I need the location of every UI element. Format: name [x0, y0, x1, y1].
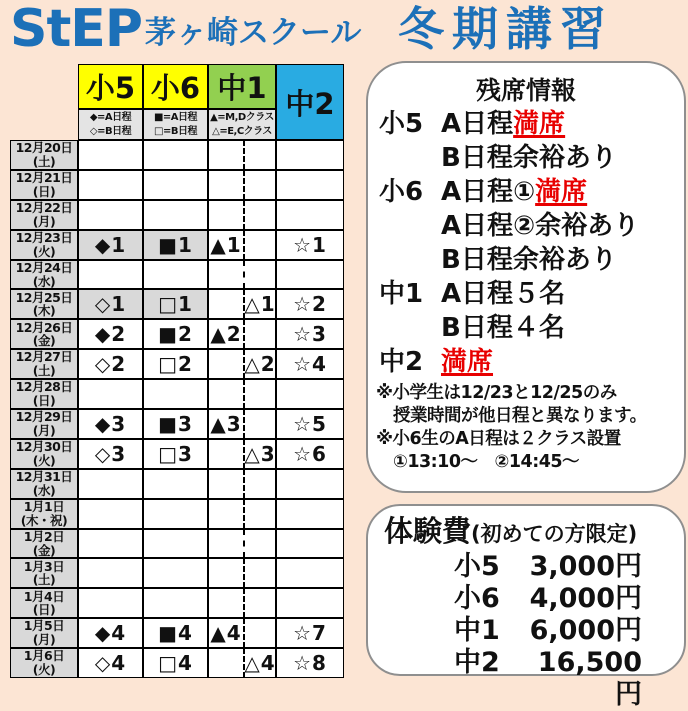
seat-grade-label: 小6 [379, 177, 424, 207]
schedule-cell: ☆3 [276, 319, 344, 349]
legend-line: △=E,Cクラス [212, 125, 272, 137]
weekday-text: (土) [32, 363, 56, 379]
date-cell [10, 499, 78, 529]
schedule-cell: ☆2 [276, 289, 344, 319]
schedule-cell [143, 200, 208, 230]
seat-info-line [368, 277, 684, 311]
date-cell [10, 170, 78, 200]
legend-line: ◇=B日程 [89, 125, 132, 137]
schedule-cell [208, 588, 243, 618]
weekday-text: (木・祝) [20, 512, 68, 528]
date-cell [10, 439, 78, 469]
schedule-cell: □2 [143, 349, 208, 379]
date-cell [10, 289, 78, 319]
schedule-cell [208, 529, 243, 559]
schedule-cell [143, 260, 208, 290]
weekday-text: (月) [32, 213, 56, 229]
schedule-cell [78, 170, 143, 200]
trial-fee-title [368, 514, 684, 551]
date-text: 1月4日 [23, 588, 65, 604]
schedule-cell: ■1 [143, 230, 208, 260]
fee-subtitle: (初めての方限定) [471, 522, 638, 546]
schedule-cell [208, 499, 243, 529]
schedule-cell: ■4 [143, 618, 208, 648]
schedule-cell [78, 260, 143, 290]
fee-item [368, 647, 684, 711]
schedule-cell: ▲3 [208, 409, 243, 439]
schedule-cell [78, 140, 143, 170]
schedule-cell [208, 289, 243, 319]
schedule-cell [78, 529, 143, 559]
date-cell [10, 409, 78, 439]
schedule-cell [243, 170, 276, 200]
schedule-cell: △1 [243, 289, 276, 319]
date-cell [10, 618, 78, 648]
schedule-cell [208, 349, 243, 379]
weekday-text: (月) [32, 422, 56, 438]
schedule-cell [243, 140, 276, 170]
schedule-cell [276, 170, 344, 200]
date-text: 12月30日 [15, 439, 73, 455]
schedule-cell: △2 [243, 349, 276, 379]
seat-text: B日程４名 [441, 313, 565, 343]
schedule-cell: ☆4 [276, 349, 344, 379]
weekday-text: (火) [32, 452, 56, 468]
schedule-cell [243, 230, 276, 260]
schedule-cell [243, 499, 276, 529]
legend-line: □=B日程 [154, 125, 197, 137]
schedule-cell [208, 379, 243, 409]
weekday-text: (月) [32, 632, 56, 648]
weekday-text: (水) [32, 482, 56, 498]
fee-grade: 小6 [454, 583, 500, 614]
schedule-cell [143, 499, 208, 529]
school-name: 茅ヶ崎スクール [144, 15, 362, 51]
schedule-cell [78, 499, 143, 529]
date-text: 12月25日 [15, 289, 73, 305]
weekday-text: (土) [32, 572, 56, 588]
seat-text: A日程 [441, 109, 514, 139]
date-text: 1月3日 [23, 558, 65, 574]
weekday-text: (日) [32, 183, 56, 199]
grade-header-1: 小5 [78, 64, 143, 109]
fee-price: 6,000円 [529, 615, 642, 646]
fee-price: 3,000円 [529, 551, 642, 582]
date-cell [10, 469, 78, 499]
schedule-cell [243, 558, 276, 588]
schedule-cell [243, 469, 276, 499]
date-text: 12月27日 [15, 349, 73, 365]
seat-note: ※小6生のA日程は２クラス設置 [376, 429, 621, 449]
date-text: 1月1日 [23, 498, 65, 514]
schedule-cell [143, 558, 208, 588]
schedule-cell [78, 558, 143, 588]
date-cell [10, 260, 78, 290]
schedule-cell: ◆4 [78, 618, 143, 648]
schedule-cell [143, 170, 208, 200]
date-text: 1月5日 [23, 618, 65, 634]
schedule-cell: ■3 [143, 409, 208, 439]
date-cell [10, 529, 78, 559]
seat-grade-label: 中2 [379, 347, 424, 377]
fee-title-text: 体験費 [384, 514, 472, 548]
seat-grade-label: 中1 [379, 279, 424, 309]
schedule-cell [243, 409, 276, 439]
schedule-cell [78, 469, 143, 499]
schedule-cell [208, 648, 243, 678]
fee-item [368, 583, 684, 615]
date-cell [10, 558, 78, 588]
date-cell [10, 319, 78, 349]
seat-note: 授業時間が他日程と異なります。 [376, 406, 647, 426]
schedule-cell [143, 140, 208, 170]
schedule-cell: ☆8 [276, 648, 344, 678]
schedule-cell [143, 469, 208, 499]
seat-info-line [368, 141, 684, 175]
schedule-cell [243, 200, 276, 230]
schedule-cell [243, 260, 276, 290]
fee-price: 16,500円 [537, 647, 642, 710]
schedule-cell [243, 588, 276, 618]
fee-grade: 中2 [454, 647, 500, 678]
fee-items [368, 551, 684, 711]
schedule-cell [276, 469, 344, 499]
schedule-cell: ▲1 [208, 230, 243, 260]
seat-info-line [368, 107, 684, 141]
date-text: 12月24日 [15, 259, 73, 275]
schedule-cell [208, 469, 243, 499]
seat-info-title: 残席情報 [475, 76, 576, 105]
date-text: 12月31日 [15, 468, 73, 484]
fee-price: 4,000円 [529, 583, 642, 614]
schedule-cell [276, 499, 344, 529]
seat-grade-label [379, 311, 441, 345]
schedule-table-body [10, 140, 344, 678]
date-text: 12月20日 [15, 140, 73, 156]
schedule-cell [276, 558, 344, 588]
schedule-cell [208, 170, 243, 200]
legend-line: ▲=M,Dクラス [210, 112, 274, 123]
schedule-cell [243, 529, 276, 559]
date-text: 12月28日 [15, 379, 73, 395]
date-cell [10, 140, 78, 170]
legend-cell-2 [143, 109, 208, 140]
date-cell [10, 588, 78, 618]
schedule-cell: ▲2 [208, 319, 243, 349]
seat-text: A日程① [441, 177, 536, 207]
date-cell [10, 230, 78, 260]
schedule-cell: □3 [143, 439, 208, 469]
seat-status-full: 満席 [535, 177, 588, 207]
step-logo-text: StEP [10, 0, 142, 59]
schedule-cell: △3 [243, 439, 276, 469]
schedule-cell [276, 200, 344, 230]
schedule-cell [208, 140, 243, 170]
schedule-cell: ◆3 [78, 409, 143, 439]
date-text: 1月2日 [23, 528, 65, 544]
schedule-cell [276, 379, 344, 409]
seat-grade-label [379, 141, 441, 175]
seat-info-line [368, 209, 684, 243]
legend-line: ■=A日程 [153, 112, 198, 123]
seat-info-line [368, 243, 684, 277]
weekday-text: (火) [32, 243, 56, 259]
date-cell [10, 200, 78, 230]
date-text: 12月26日 [15, 319, 73, 335]
schedule-cell [78, 588, 143, 618]
schedule-cell: ◇2 [78, 349, 143, 379]
seat-status-full: 満席 [513, 109, 566, 139]
schedule-cell [276, 588, 344, 618]
weekday-text: (日) [32, 393, 56, 409]
legend-cell-1 [78, 109, 143, 140]
seat-note: ①13:10～ ②14:45～ [376, 452, 580, 472]
fee-grade: 中1 [454, 615, 500, 646]
weekday-text: (水) [32, 273, 56, 289]
grade-header-3: 中1 [208, 64, 276, 109]
seat-info-line [368, 311, 684, 345]
schedule-cell: ◆2 [78, 319, 143, 349]
weekday-text: (火) [32, 662, 56, 678]
fee-item [368, 615, 684, 647]
schedule-cell [143, 529, 208, 559]
schedule-cell: ◆1 [78, 230, 143, 260]
weekday-text: (土) [32, 153, 56, 169]
seat-grade-label: 小5 [379, 109, 424, 139]
schedule-cell [276, 140, 344, 170]
schedule-cell: ◇4 [78, 648, 143, 678]
schedule-cell [78, 379, 143, 409]
date-text: 1月6日 [23, 648, 65, 664]
seat-info-notes [368, 382, 684, 474]
schedule-cell [208, 439, 243, 469]
legend-cell-3 [208, 109, 276, 140]
schedule-cell [143, 379, 208, 409]
schedule-cell: ☆5 [276, 409, 344, 439]
weekday-text: (金) [32, 333, 56, 349]
seat-text: B日程余裕あり [441, 245, 617, 275]
date-cell [10, 379, 78, 409]
seat-status-full: 満席 [441, 347, 494, 377]
date-text: 12月21日 [15, 170, 73, 186]
schedule-cell: ■2 [143, 319, 208, 349]
schedule-cell: ☆7 [276, 618, 344, 648]
grade-header-2: 小6 [143, 64, 208, 109]
schedule-cell [208, 260, 243, 290]
schedule-cell: □1 [143, 289, 208, 319]
weekday-text: (金) [32, 542, 56, 558]
seat-info-lines [368, 107, 684, 379]
schedule-cell: □4 [143, 648, 208, 678]
date-cell [10, 349, 78, 379]
seat-info-line [368, 345, 684, 379]
schedule-cell [243, 319, 276, 349]
schedule-cell [143, 588, 208, 618]
schedule-cell [208, 558, 243, 588]
seat-info-box [366, 61, 686, 493]
date-text: 12月22日 [15, 199, 73, 215]
seat-text: A日程５名 [441, 279, 566, 309]
date-text: 12月29日 [15, 409, 73, 425]
schedule-table-header [78, 64, 344, 140]
schedule-cell: ◇1 [78, 289, 143, 319]
fee-grade: 小5 [454, 551, 500, 582]
date-cell [10, 648, 78, 678]
course-title: 冬期講習 [398, 2, 614, 56]
schedule-cell: ▲4 [208, 618, 243, 648]
seat-grade-label [379, 243, 441, 277]
school-logo [10, 0, 361, 58]
schedule-cell: ☆6 [276, 439, 344, 469]
trial-fee-box [366, 504, 686, 710]
fee-item [368, 551, 684, 583]
schedule-cell: ◇3 [78, 439, 143, 469]
schedule-cell [208, 200, 243, 230]
schedule-cell: △4 [243, 648, 276, 678]
seat-grade-label [379, 209, 441, 243]
seat-info-line [368, 175, 684, 209]
schedule-cell: ☆1 [276, 230, 344, 260]
seat-text: B日程余裕あり [441, 143, 617, 173]
weekday-text: (木) [32, 303, 56, 319]
schedule-cell [78, 200, 143, 230]
schedule-cell [276, 529, 344, 559]
seat-note: ※小学生は12/23と12/25のみ [376, 383, 617, 403]
grade-header-4: 中2 [276, 64, 344, 140]
schedule-cell [243, 379, 276, 409]
schedule-cell [276, 260, 344, 290]
legend-line: ◆=A日程 [89, 112, 132, 123]
seat-text: A日程②余裕あり [441, 211, 640, 241]
date-text: 12月23日 [15, 229, 73, 245]
schedule-cell [243, 618, 276, 648]
weekday-text: (日) [32, 602, 56, 618]
